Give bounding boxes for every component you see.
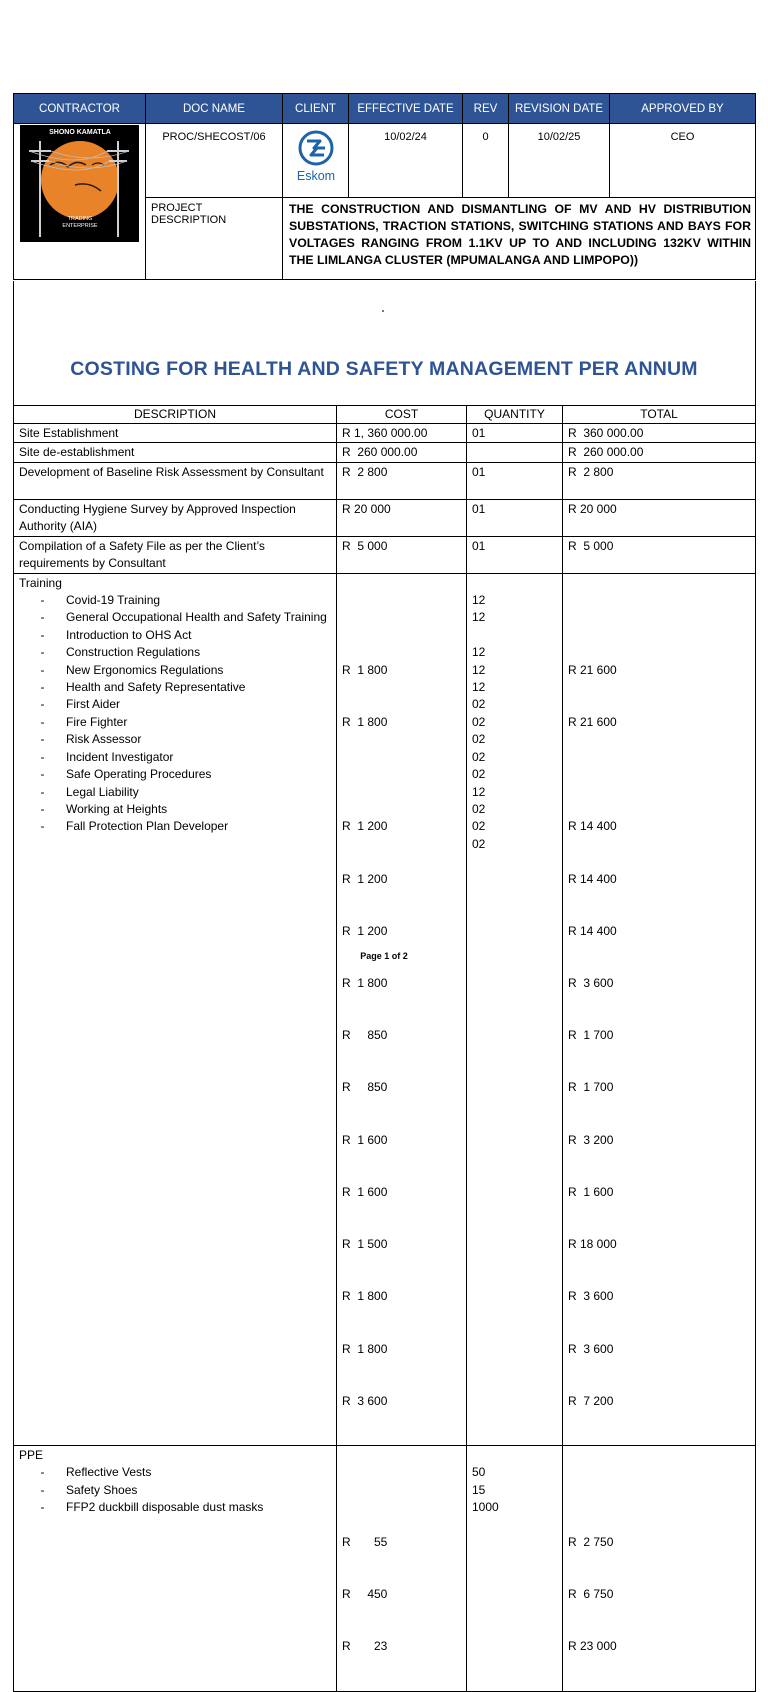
training-quantity-cell — [467, 573, 563, 1445]
training-cost: R 850 — [342, 1028, 388, 1043]
list-item: - Reflective Vests — [40, 1465, 152, 1480]
training-quantity: 02 — [472, 749, 486, 764]
row-description: Compilation of a Safety File as per the Client’s requirements by Consultant — [14, 536, 337, 573]
row-cost: R 2 800 — [337, 462, 467, 499]
training-cost: R 1 800 — [342, 1289, 388, 1304]
training-total: R 14 400 — [568, 871, 617, 886]
list-item: - Covid-19 Training — [40, 593, 161, 608]
training-total-cell — [563, 573, 756, 1445]
header-rev: REV — [463, 94, 509, 124]
training-cost: R 1 200 — [342, 871, 388, 886]
training-cost: R 1 200 — [342, 819, 388, 834]
training-quantity: 12 — [472, 610, 486, 625]
row-cost: R 20 000 — [337, 499, 467, 536]
page-footer: Page 1 of 2 — [360, 951, 408, 961]
table-row — [14, 443, 756, 462]
list-item: - Fall Protection Plan Developer — [40, 819, 229, 834]
list-item: - New Ergonomics Regulations — [40, 662, 224, 677]
header-row — [14, 94, 756, 124]
list-item: - Construction Regulations — [40, 645, 201, 660]
training-quantity: 12 — [472, 784, 486, 799]
training-cost: R 1 800 — [342, 662, 388, 677]
ppe-description-cell — [14, 1445, 337, 1691]
training-cost: R 1 800 — [342, 714, 388, 729]
training-total: R 3 600 — [568, 1341, 614, 1356]
list-item: - Introduction to OHS Act — [40, 627, 192, 642]
training-cost-cell — [337, 573, 467, 1445]
training-quantity: 12 — [472, 662, 486, 677]
table-header-row — [14, 406, 756, 424]
header-client: CLIENT — [283, 94, 349, 124]
training-cost: R 3 600 — [342, 1393, 388, 1408]
training-quantity: 12 — [472, 593, 486, 608]
table-row — [14, 462, 756, 499]
stray-dot — [382, 310, 384, 312]
training-section-row — [14, 573, 756, 1445]
revision-date-value: 10/02/25 — [509, 124, 610, 198]
header-revision-date: REVISION DATE — [509, 94, 610, 124]
training-description-cell — [14, 573, 337, 1445]
ppe-total: R 23 000 — [568, 1639, 617, 1654]
row-total: R 5 000 — [563, 536, 756, 573]
training-total: R 3 200 — [568, 1132, 614, 1147]
col-header-cost: COST — [337, 406, 467, 424]
training-quantity: 02 — [472, 697, 486, 712]
col-header-total: TOTAL — [563, 406, 756, 424]
table-row — [14, 424, 756, 443]
eskom-wordmark: Eskom — [296, 169, 335, 183]
row-quantity — [467, 443, 563, 462]
header-approved-by: APPROVED BY — [610, 94, 756, 124]
training-quantity: 02 — [472, 732, 486, 747]
list-item: - Safe Operating Procedures — [40, 767, 212, 782]
training-quantity: 02 — [472, 767, 486, 782]
ppe-section-row — [14, 1445, 756, 1691]
row-total: R 260 000.00 — [563, 443, 756, 462]
header-effective-date: EFFECTIVE DATE — [349, 94, 463, 124]
ppe-cost: R 55 — [342, 1534, 388, 1549]
training-total: R 14 400 — [568, 923, 617, 938]
row-total: R 2 800 — [563, 462, 756, 499]
training-total: R 21 600 — [568, 662, 617, 677]
logo-bottom-text-2: ENTERPRISE — [62, 223, 98, 229]
training-cost: R 1 200 — [342, 923, 388, 938]
row-cost: R 260 000.00 — [337, 443, 467, 462]
training-quantity: 02 — [472, 801, 486, 816]
ppe-cost-cell — [337, 1445, 467, 1691]
training-quantity: 02 — [472, 714, 486, 729]
ppe-total: R 6 750 — [568, 1587, 614, 1602]
table-row — [14, 536, 756, 573]
costing-table — [13, 405, 756, 1692]
logo-bottom-text-1: TRADING — [67, 216, 93, 222]
training-quantity: 12 — [472, 680, 486, 695]
training-heading: Training — [19, 575, 62, 590]
ppe-quantity: 1000 — [472, 1500, 499, 1515]
logo-top-text: SHONO KAMATLA — [49, 129, 111, 136]
client-logo-cell — [283, 124, 349, 198]
row-total: R 20 000 — [563, 499, 756, 536]
training-total: R 7 200 — [568, 1393, 614, 1408]
list-item: - First Aider — [40, 697, 121, 712]
table-row — [14, 499, 756, 536]
contractor-logo — [20, 125, 139, 242]
training-total: R 14 400 — [568, 819, 617, 834]
row-description: Development of Baseline Risk Assessment by Consultant — [14, 462, 337, 499]
ppe-total-cell — [563, 1445, 756, 1691]
effective-date-value: 10/02/24 — [349, 124, 463, 198]
doc-name-value: PROC/SHECOST/06 — [146, 124, 283, 198]
training-total: R 1 700 — [568, 1028, 614, 1043]
training-total: R 1 700 — [568, 1080, 614, 1095]
list-item: - Working at Heights — [40, 801, 168, 816]
training-cost: R 1 800 — [342, 1341, 388, 1356]
training-quantity: 12 — [472, 645, 486, 660]
ppe-total: R 2 750 — [568, 1534, 614, 1549]
header-doc-name: DOC NAME — [146, 94, 283, 124]
ppe-quantity: 15 — [472, 1482, 486, 1497]
logo-sun — [41, 141, 119, 219]
header-contractor: CONTRACTOR — [14, 94, 146, 124]
blank-band — [13, 281, 756, 405]
ppe-heading: PPE — [19, 1447, 44, 1462]
list-item: - Safety Shoes — [40, 1482, 138, 1497]
row-quantity: 01 — [467, 462, 563, 499]
training-total: R 21 600 — [568, 714, 617, 729]
row-quantity: 01 — [467, 424, 563, 443]
approved-by-value: CEO — [610, 124, 756, 198]
row-quantity: 01 — [467, 499, 563, 536]
row-cost: R 5 000 — [337, 536, 467, 573]
list-item: - Legal Liability — [40, 784, 139, 799]
training-quantity: 02 — [472, 819, 486, 834]
list-item: - General Occupational Health and Safety Training — [40, 610, 327, 625]
training-cost: R 1 600 — [342, 1184, 388, 1199]
training-total: R 3 600 — [568, 975, 614, 990]
rev-value: 0 — [463, 124, 509, 198]
document-title: COSTING FOR HEALTH AND SAFETY MANAGEMENT PER ANNUM — [70, 358, 698, 380]
row-total: R 360 000.00 — [563, 424, 756, 443]
ppe-cost: R 23 — [342, 1639, 388, 1654]
project-description-text: THE CONSTRUCTION AND DISMANTLING OF MV AND HV DISTRIBUTION SUBSTATIONS, TRACTION STATIONS, SWITCHING STATIONS AND BAYS FOR VOLTAGES RANGING FROM 1.1KV UP TO AND INCLUDING 132KV WITHIN THE LIMLANGA CLUSTER (MPUMALANGA AND LIMPOPO)) — [283, 198, 756, 280]
ppe-quantity-cell — [467, 1445, 563, 1691]
training-quantity: 02 — [472, 836, 486, 851]
row-description: Conducting Hygiene Survey by Approved Inspection Authority (AIA) — [14, 499, 337, 536]
row-description: Site de-establishment — [14, 443, 337, 462]
ppe-cost: R 450 — [342, 1587, 388, 1602]
training-cost: R 1 500 — [342, 1237, 388, 1252]
list-item: - Incident Investigator — [40, 749, 174, 764]
col-header-quantity: QUANTITY — [467, 406, 563, 424]
training-total: R 3 600 — [568, 1289, 614, 1304]
list-item: - Health and Safety Representative — [40, 680, 246, 695]
list-item: - FFP2 duckbill disposable dust masks — [40, 1500, 264, 1515]
eskom-logo — [283, 124, 348, 184]
training-total: R 1 600 — [568, 1184, 614, 1199]
row-cost: R 1, 360 000.00 — [337, 424, 467, 443]
training-cost: R 1 600 — [342, 1132, 388, 1147]
list-item: - Risk Assessor — [40, 732, 142, 747]
row-quantity: 01 — [467, 536, 563, 573]
ppe-quantity: 50 — [472, 1465, 486, 1480]
list-item: - Fire Fighter — [40, 714, 128, 729]
training-cost: R 850 — [342, 1080, 388, 1095]
col-header-description: DESCRIPTION — [14, 406, 337, 424]
training-cost: R 1 800 — [342, 975, 388, 990]
row-description: Site Establishment — [14, 424, 337, 443]
project-description-label: PROJECT DESCRIPTION — [146, 198, 283, 280]
training-total: R 18 000 — [568, 1237, 617, 1252]
